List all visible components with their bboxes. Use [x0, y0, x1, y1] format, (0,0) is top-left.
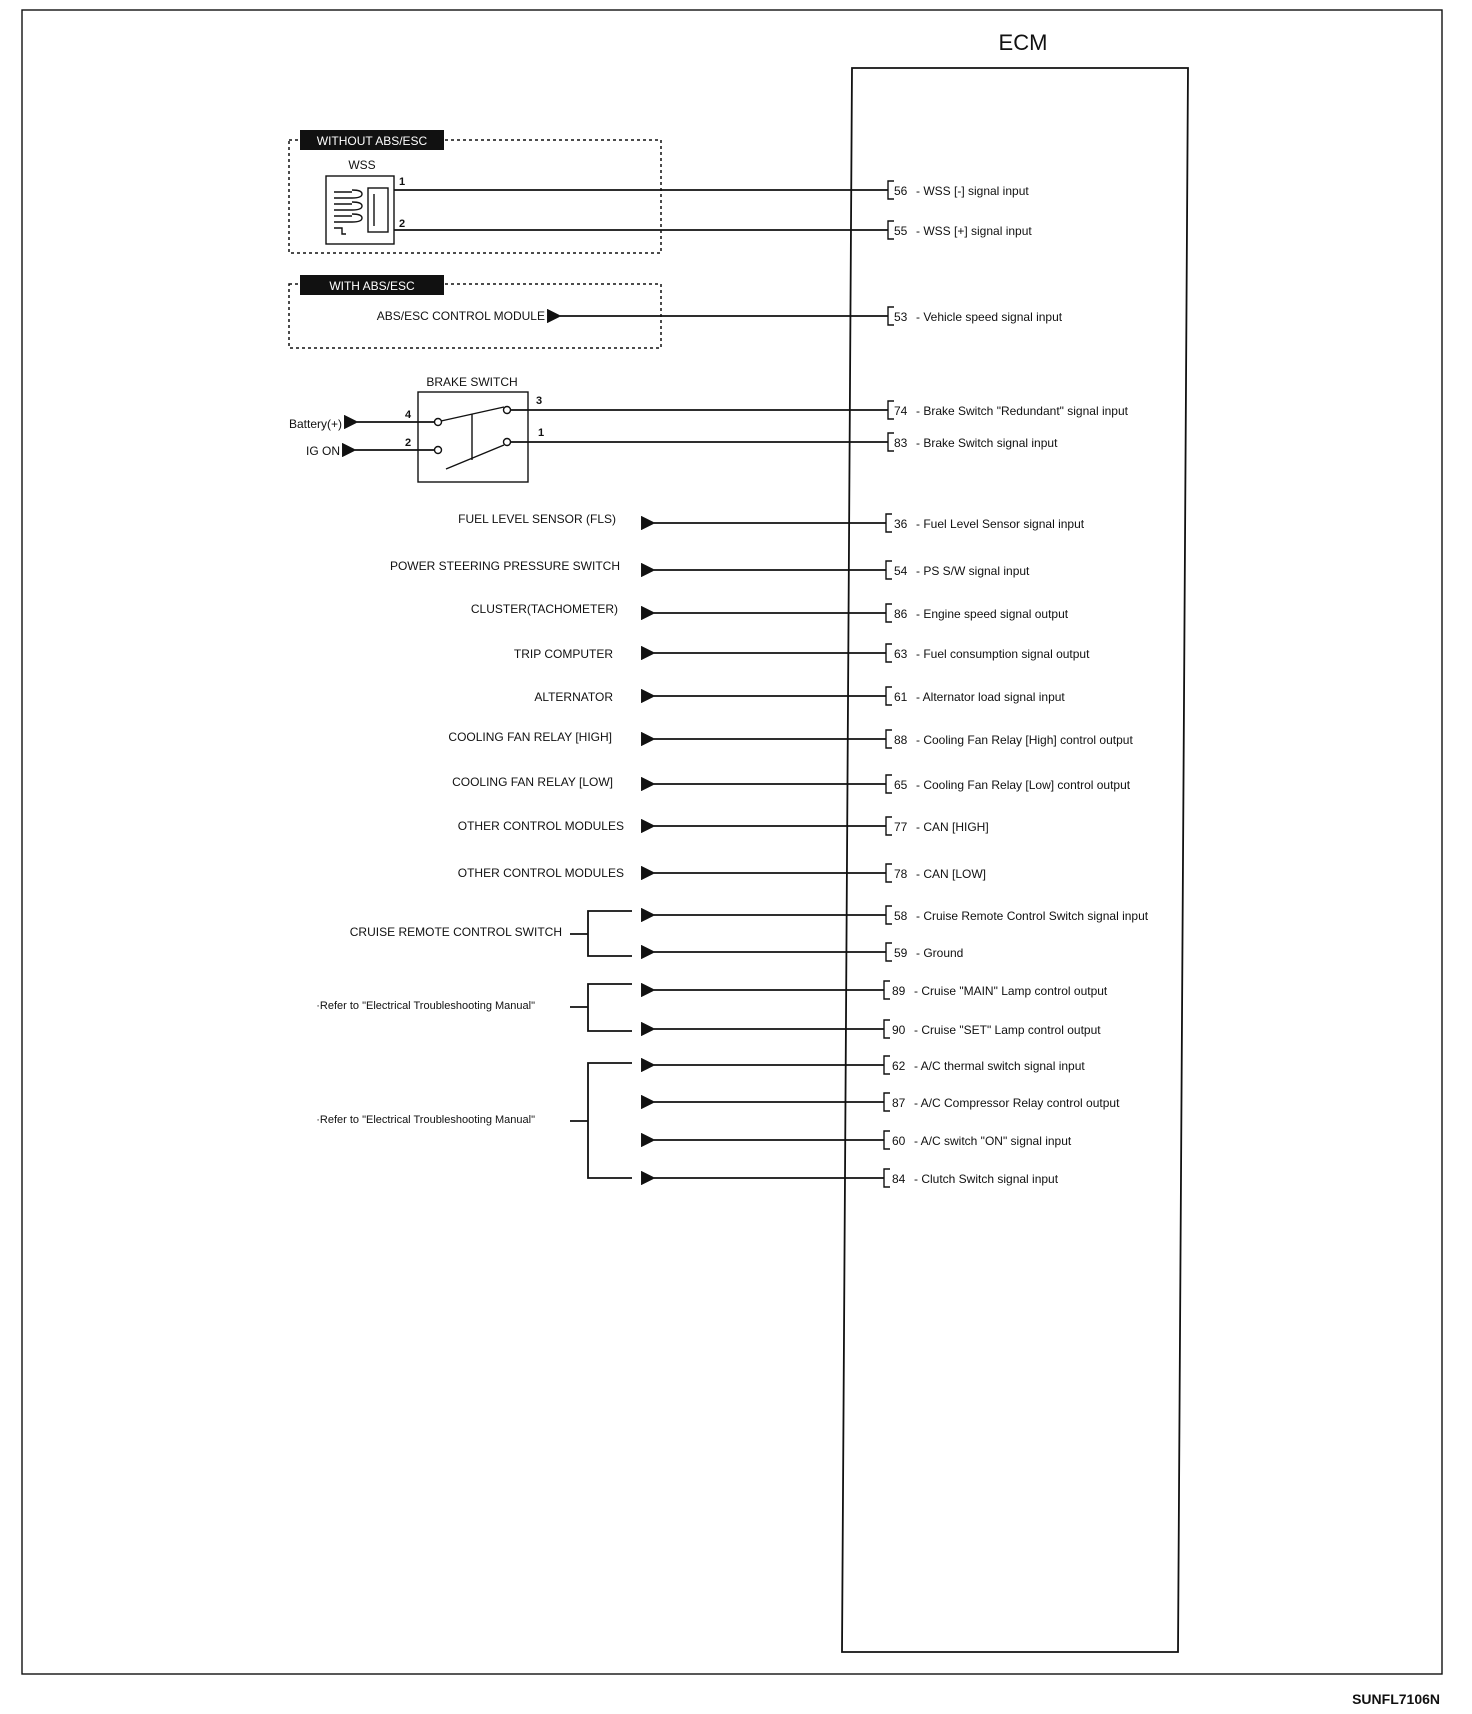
ecm-pin-desc: - Brake Switch signal input — [916, 436, 1058, 450]
ecm-pin-label: 56 — [894, 184, 908, 198]
ecm-pin-desc: - Brake Switch "Redundant" signal input — [916, 404, 1128, 418]
ecm-outline — [842, 68, 1188, 1652]
ecm-pin-layer — [892, 184, 1149, 1186]
brake-switch-title: BRAKE SWITCH — [426, 375, 518, 389]
ecm-pin-label: 78 — [894, 867, 908, 881]
ecm-pin-desc: - Vehicle speed signal input — [916, 310, 1063, 324]
ecm-pin-label: 63 — [894, 647, 908, 661]
component-fan-high: COOLING FAN RELAY [HIGH] — [448, 730, 612, 744]
battery-label: Battery(+) — [288, 417, 342, 431]
ecm-pin-label: 55 — [894, 224, 908, 238]
ecm-pin-label: 90 — [892, 1023, 906, 1037]
ecm-pin-desc: - A/C switch "ON" signal input — [914, 1134, 1072, 1148]
ecm-pin-desc: - Cruise Remote Control Switch signal input — [916, 909, 1149, 923]
wss-sensor-icon — [326, 176, 394, 244]
brake-pin-4: 4 — [405, 409, 412, 421]
ecm-pin-label: 60 — [892, 1134, 906, 1148]
ecm-pin-label: 89 — [892, 984, 906, 998]
abs-module-label: ABS/ESC CONTROL MODULE — [376, 309, 545, 323]
page-frame — [22, 10, 1442, 1674]
ecm-pin-desc: - Clutch Switch signal input — [914, 1172, 1059, 1186]
ecm-pin-label: 83 — [894, 436, 908, 450]
component-refer-2: ·Refer to "Electrical Troubleshooting Manual" — [316, 1114, 535, 1126]
component-cluster: CLUSTER(TACHOMETER) — [470, 602, 618, 616]
ecm-pin-label: 88 — [894, 733, 908, 747]
ecm-pin-label: 86 — [894, 607, 908, 621]
component-fan-low: COOLING FAN RELAY [LOW] — [452, 775, 613, 789]
ecm-pin-label: 58 — [894, 909, 908, 923]
component-cruise-switch: CRUISE REMOTE CONTROL SWITCH — [349, 925, 562, 939]
component-other-modules-2: OTHER CONTROL MODULES — [457, 866, 624, 880]
ecm-pin-label: 59 — [894, 946, 908, 960]
ecm-pin-label: 74 — [894, 404, 908, 418]
ecm-pin-label: 77 — [894, 820, 908, 834]
ecm-pin-desc: - Engine speed signal output — [916, 607, 1069, 621]
brake-switch-body — [418, 392, 528, 482]
ecm-pin-label: 36 — [894, 517, 908, 531]
wss-pin-2: 2 — [399, 218, 406, 230]
without-abs-dashed-box — [289, 140, 661, 253]
ecm-pin-desc: - Fuel Level Sensor signal input — [916, 517, 1085, 531]
ecm-pin-label: 61 — [894, 690, 908, 704]
ecm-pin-desc: - PS S/W signal input — [916, 564, 1030, 578]
ecm-pin-desc: - CAN [HIGH] — [916, 820, 989, 834]
figure-code: SUNFL7106N — [1352, 1691, 1440, 1707]
ecm-pin-desc: - Cooling Fan Relay [High] control output — [916, 733, 1133, 747]
ecm-pin-desc: - Alternator load signal input — [916, 690, 1065, 704]
brake-switch-contacts-icon — [435, 407, 511, 470]
ecm-pin-desc: - WSS [-] signal input — [916, 184, 1029, 198]
ecm-pin-desc: - CAN [LOW] — [916, 867, 987, 881]
without-abs-tag: WITHOUT ABS/ESC — [316, 134, 428, 148]
ecm-pin-label: 65 — [894, 778, 908, 792]
ecm-pin-label: 53 — [894, 310, 908, 324]
without-abs-group — [289, 130, 888, 253]
component-alternator: ALTERNATOR — [534, 690, 613, 704]
ecm-pin-desc: - Ground — [916, 946, 964, 960]
with-abs-tag: WITH ABS/ESC — [329, 279, 415, 293]
brake-pin-2: 2 — [405, 437, 412, 449]
ecm-pin-label: 54 — [894, 564, 908, 578]
ecm-pin-label: 87 — [892, 1096, 906, 1110]
brake-pin-3: 3 — [536, 395, 543, 407]
wss-pin-1: 1 — [399, 176, 406, 188]
component-labels — [316, 512, 624, 1126]
ecm-pin-label: 84 — [892, 1172, 906, 1186]
ecm-pin-desc: - Cruise "MAIN" Lamp control output — [914, 984, 1108, 998]
component-refer-1: ·Refer to "Electrical Troubleshooting Manual" — [316, 1000, 535, 1012]
ecm-pin-label: 62 — [892, 1059, 906, 1073]
ecm-pin-desc: - A/C Compressor Relay control output — [914, 1096, 1120, 1110]
brake-pin-1: 1 — [538, 427, 545, 439]
component-fls: FUEL LEVEL SENSOR (FLS) — [458, 512, 616, 526]
ecm-pin-desc: - WSS [+] signal input — [916, 224, 1032, 238]
ign-label: IG ON — [305, 444, 340, 458]
group-brackets — [570, 911, 632, 1178]
with-abs-group — [289, 275, 888, 348]
ecm-pin-desc: - Cruise "SET" Lamp control output — [914, 1023, 1101, 1037]
signal-wires — [654, 523, 886, 1178]
wss-label: WSS — [348, 158, 376, 172]
ecm-title: ECM — [998, 30, 1048, 55]
component-ps-switch: POWER STEERING PRESSURE SWITCH — [389, 559, 620, 573]
brake-switch-group — [289, 375, 888, 482]
component-other-modules-1: OTHER CONTROL MODULES — [457, 819, 624, 833]
ecm-module — [842, 30, 1188, 1652]
ecm-pin-desc: - Cooling Fan Relay [Low] control output — [916, 778, 1131, 792]
ecm-pin-desc: - A/C thermal switch signal input — [914, 1059, 1085, 1073]
ecm-pin-desc: - Fuel consumption signal output — [916, 647, 1090, 661]
component-trip-computer: TRIP COMPUTER — [513, 647, 613, 661]
